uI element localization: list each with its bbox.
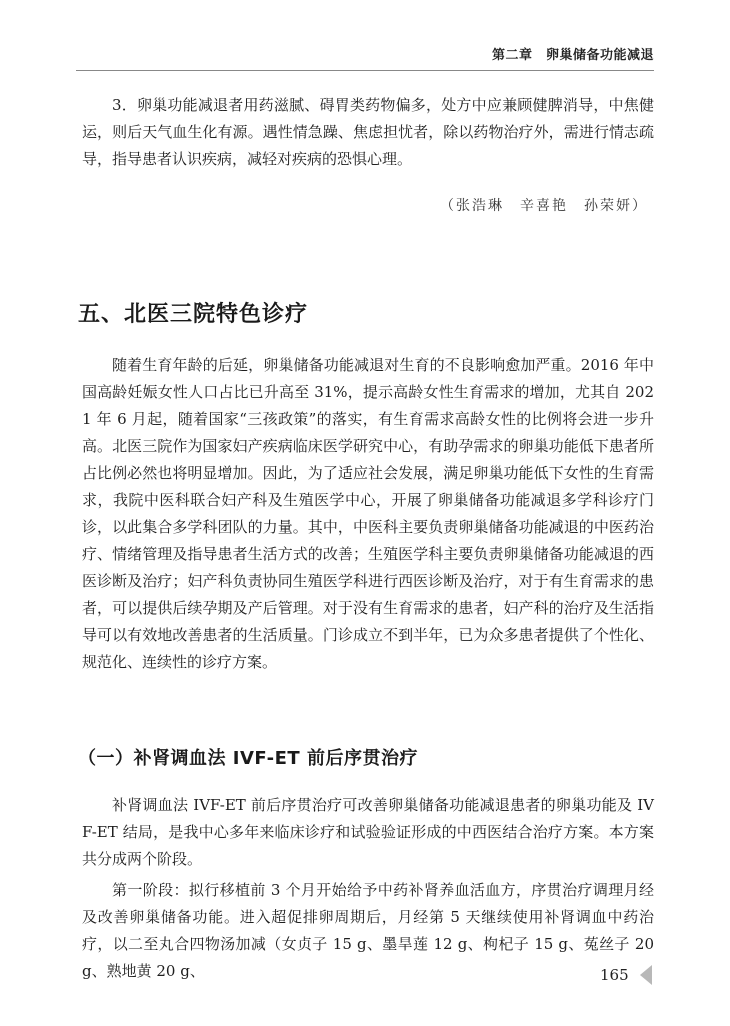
intro-item-3: 3．卵巢功能减退者用药滋腻、碍胃类药物偏多，处方中应兼顾健脾消导，中焦健运，则后天气血生化有源。遇性情急躁、焦虑担忧者，除以药物治疗外，需进行情志疏导，指导患者认识疾病，减轻对疾病的恐惧心理。 [82,96,654,168]
page-number: 165 [600,966,629,984]
page-content [78,92,654,985]
subsection-paragraph-2: 第一阶段：拟行移植前 3 个月开始给予中药补肾养血活血方，序贯治疗调理月经及改善卵巢储备功能。进入超促排卵周期后，月经第 5 天继续使用补肾调血中药治疗，以二至丸合四物汤加减（女贞子 15 g、墨旱莲 12 g、枸杞子 15 g、菟丝子 20 g、熟地黄 20 g、 [82,881,654,980]
subsection-body [82,792,654,985]
subsection-title: （一）补肾调血法 IVF-ET 前后序贯治疗 [78,748,418,769]
section-body [82,352,654,676]
header-rule [76,70,654,71]
subsection-paragraph-1: 补肾调血法 IVF-ET 前后序贯治疗可改善卵巢储备功能减退患者的卵巢功能及 IVF-ET 结局，是我中心多年来临床诊疗和试验验证形成的中西医结合治疗方案。本方案共分成两个阶段。 [82,796,654,868]
section-paragraph: 随着生育年龄的后延，卵巢储备功能减退对生育的不良影响愈加严重。2016 年中国高龄妊娠女性人口占比已升高至 31%，提示高龄女性生育需求的增加，尤其自 2021 年 6 月起，随着国家“三孩政策”的落实，有生育需求高龄女性的比例将会进一步升高。北医三院作为国家妇产疾病临床医学研究中心，有助孕需求的卵巢功能低下患者所占比例必然也将明显增加。因此，为了适应社会发展，满足卵巢功能低下女性的生育需求，我院中医科联合妇产科及生殖医学中心，开展了卵巢储备功能减退多学科诊疗门诊，以此集合多学科团队的力量。其中，中医科主要负责卵巢储备功能减退的中医药治疗、情绪管理及指导患者生活方式的改善；生殖医学科主要负责卵巢储备功能减退的西医诊断及治疗；妇产科负责协同生殖医学科进行西医诊断及治疗，对于有生育需求的患者，可以提供后续孕期及产后管理。对于没有生育需求的患者，妇产科的治疗及生活指导可以有效地改善患者的生活质量。门诊成立不到半年，已为众多患者提供了个性化、规范化、连续性的诊疗方案。 [82,356,654,671]
page-marker-triangle-icon [640,965,652,985]
author-byline: （张浩琳 辛喜艳 孙荣妍） [440,198,648,214]
section-title: 五、北医三院特色诊疗 [78,302,309,327]
running-head: 第二章 卵巢储备功能减退 [491,48,654,63]
